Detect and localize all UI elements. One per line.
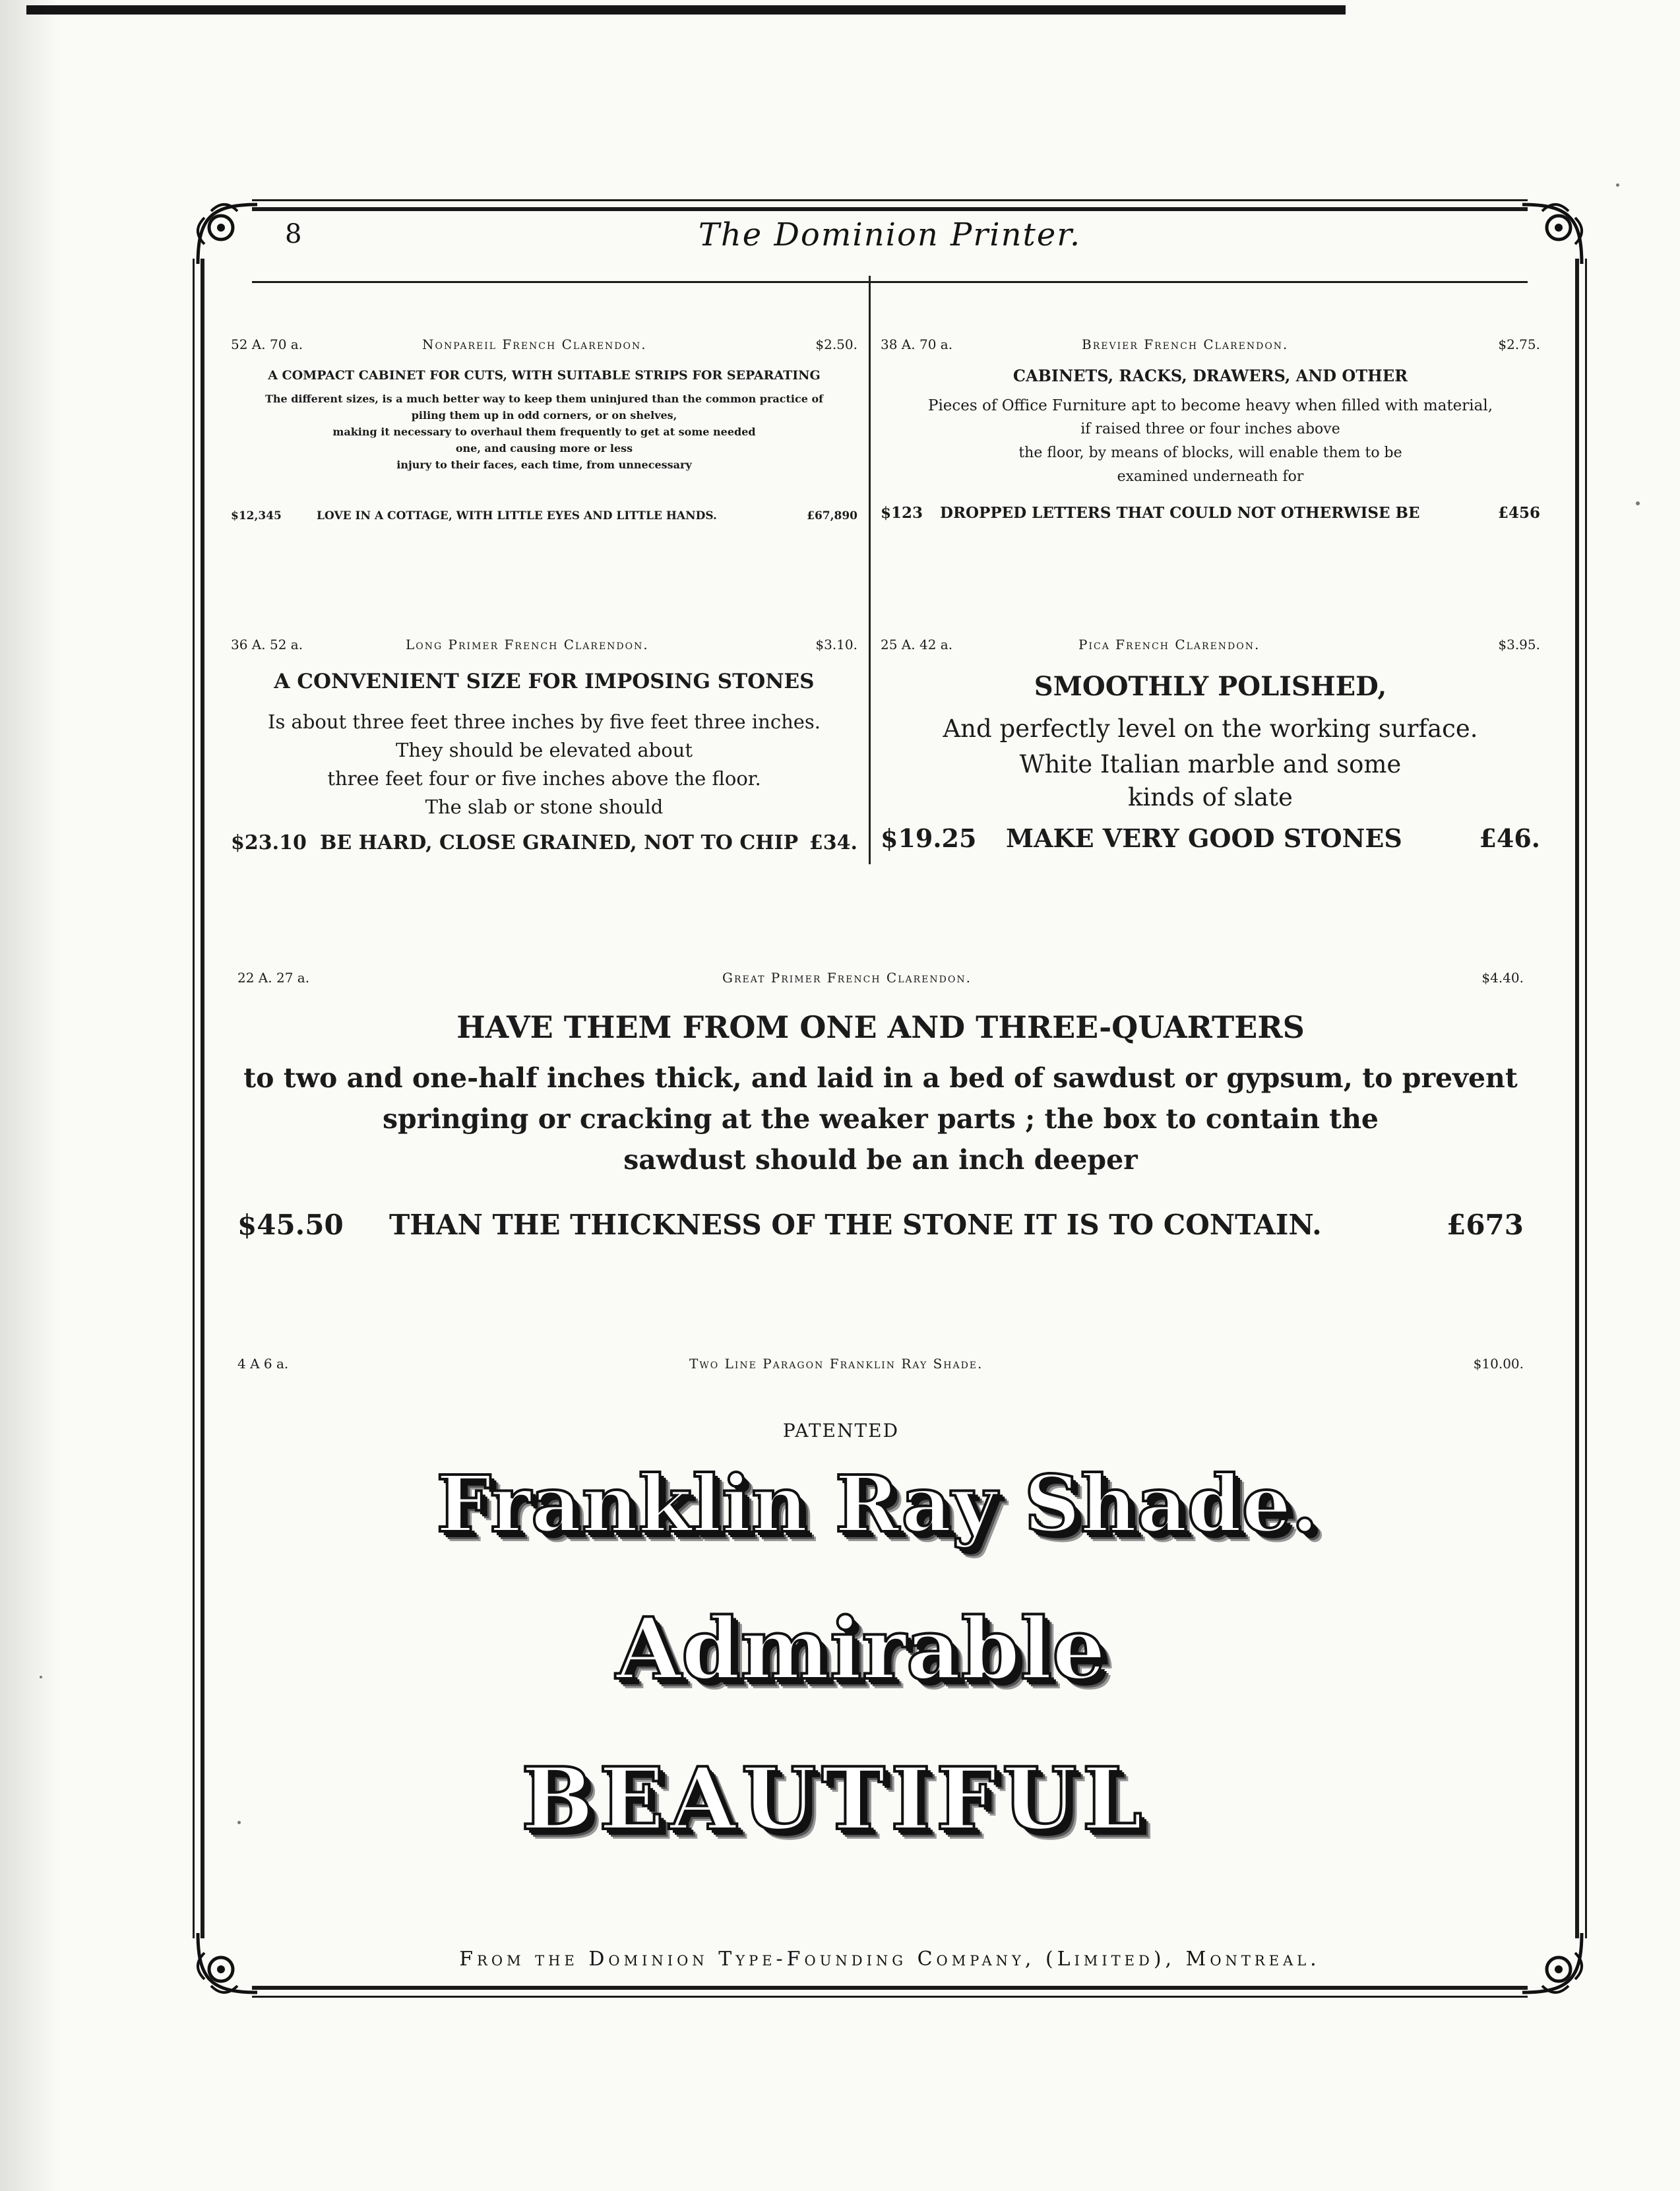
price-right: £456 [1497, 504, 1540, 522]
specimen-line: the floor, by means of blocks, will enable them to be [1018, 445, 1402, 461]
specimen-count: 36 A. 52 a. [231, 637, 303, 652]
column-divider [869, 276, 871, 864]
specimen-line: springing or cracking at the weaker parts ; the box to contain the [382, 1103, 1379, 1135]
specimen-line: They should be elevated about [396, 739, 693, 761]
specimen-nonpareil [231, 336, 857, 528]
price-left: $12,345 [231, 509, 282, 523]
specimen-price: $2.50. [815, 336, 857, 352]
specimen-line: three feet four or five inches above the floor. [327, 767, 761, 790]
display-line-franklin: Franklin Ray Shade. [436, 1458, 1319, 1550]
specimen-name: Long Primer French Clarendon. [406, 637, 649, 652]
specimen-line: if raised three or four inches above [1080, 421, 1340, 437]
specimen-line: White Italian marble and some [1019, 750, 1402, 778]
specimen-line: piling them up in odd corners, or on shelves, [411, 409, 677, 422]
specimen-line: Is about three feet three inches by five feet three inches. [267, 711, 821, 733]
specimen-line: sawdust should be an inch deeper [623, 1144, 1138, 1176]
specimen-price: $10.00. [1473, 1356, 1524, 1372]
price-left: $23.10 [231, 831, 307, 854]
specimen-brevier [881, 336, 1540, 528]
page-number: 8 [285, 219, 302, 249]
display-line-admirable: Admirable [615, 1600, 1106, 1699]
footer-imprint: From the Dominion Type-Founding Company, (Limited), Montreal. [459, 1948, 1321, 1971]
specimen-name: Brevier French Clarendon. [1082, 336, 1289, 352]
specimen-line: kinds of slate [1128, 783, 1293, 811]
price-text: MAKE VERY GOOD STONES [1006, 823, 1402, 853]
scan-speck [237, 1821, 241, 1824]
specimen-price: $3.10. [815, 637, 857, 652]
specimen-name: Great Primer French Clarendon. [722, 970, 972, 986]
specimen-price: $4.40. [1481, 970, 1524, 986]
specimen-great-primer [237, 970, 1524, 1260]
price-left: $19.25 [881, 823, 977, 853]
price-text: LOVE IN A COTTAGE, WITH LITTLE EYES AND LITTLE HANDS. [317, 509, 717, 523]
price-right: £34. [809, 831, 857, 854]
specimen-franklin-ray-shade [237, 1356, 1524, 1870]
specimen-line: HAVE THEM FROM ONE AND THREE-QUARTERS [456, 1009, 1305, 1045]
specimen-line: And perfectly level on the working surface. [943, 714, 1478, 743]
specimen-count: 22 A. 27 a. [237, 970, 310, 986]
specimen-line: A COMPACT CABINET FOR CUTS, WITH SUITABLE STRIPS FOR SEPARATING [268, 368, 821, 383]
specimen-pica [881, 637, 1540, 861]
price-right: £67,890 [807, 509, 857, 523]
scan-speck [40, 1676, 42, 1678]
specimen-line: SMOOTHLY POLISHED, [1034, 671, 1387, 702]
top-edge-bar [26, 5, 1346, 15]
specimen-line: to two and one-half inches thick, and laid in a bed of sawdust or gypsum, to prevent [243, 1062, 1518, 1094]
display-line-beautiful: BEAUTIFUL [521, 1748, 1148, 1849]
specimen-price: $2.75. [1498, 336, 1540, 352]
specimen-name: Pica French Clarendon. [1078, 637, 1260, 652]
patented-label: PATENTED [782, 1420, 900, 1442]
specimen-long-primer [231, 637, 857, 861]
specimen-line: The different sizes, is a much better way to keep them uninjured than the common practice of [264, 393, 824, 405]
price-text: BE HARD, CLOSE GRAINED, NOT TO CHIP [320, 831, 799, 854]
specimen-line: one, and causing more or less [455, 442, 633, 455]
journal-title: The Dominion Printer. [698, 216, 1082, 253]
price-text: DROPPED LETTERS THAT COULD NOT OTHERWISE BE [940, 504, 1420, 522]
scan-speck [1616, 183, 1619, 187]
specimen-line: The slab or stone should [425, 796, 664, 818]
specimen-line: A CONVENIENT SIZE FOR IMPOSING STONES [274, 670, 815, 693]
specimen-line: making it necessary to overhaul them frequently to get at some needed [332, 426, 756, 438]
price-right: £673 [1447, 1209, 1524, 1241]
price-left: $45.50 [237, 1209, 344, 1241]
price-right: £46. [1479, 823, 1540, 853]
price-left: $123 [881, 504, 923, 522]
specimen-line: injury to their faces, each time, from unnecessary [396, 459, 692, 471]
specimen-price: $3.95. [1498, 637, 1540, 652]
scan-speck [1636, 501, 1640, 505]
specimen-line: CABINETS, RACKS, DRAWERS, AND OTHER [1012, 366, 1408, 385]
specimen-count: 38 A. 70 a. [881, 336, 953, 352]
price-text: THAN THE THICKNESS OF THE STONE IT IS TO CONTAIN. [389, 1209, 1322, 1241]
page-header [193, 212, 1587, 269]
specimen-name: Nonpareil French Clarendon. [422, 336, 647, 352]
specimen-count: 52 A. 70 a. [231, 336, 303, 352]
specimen-line: Pieces of Office Furniture apt to become heavy when filled with material, [927, 397, 1493, 414]
scan-edge-shadow [0, 0, 59, 2191]
specimen-line: examined underneath for [1117, 468, 1304, 485]
specimen-count: 25 A. 42 a. [881, 637, 953, 652]
specimen-count: 4 A 6 a. [237, 1356, 289, 1372]
specimen-name: Two Line Paragon Franklin Ray Shade. [689, 1356, 983, 1372]
